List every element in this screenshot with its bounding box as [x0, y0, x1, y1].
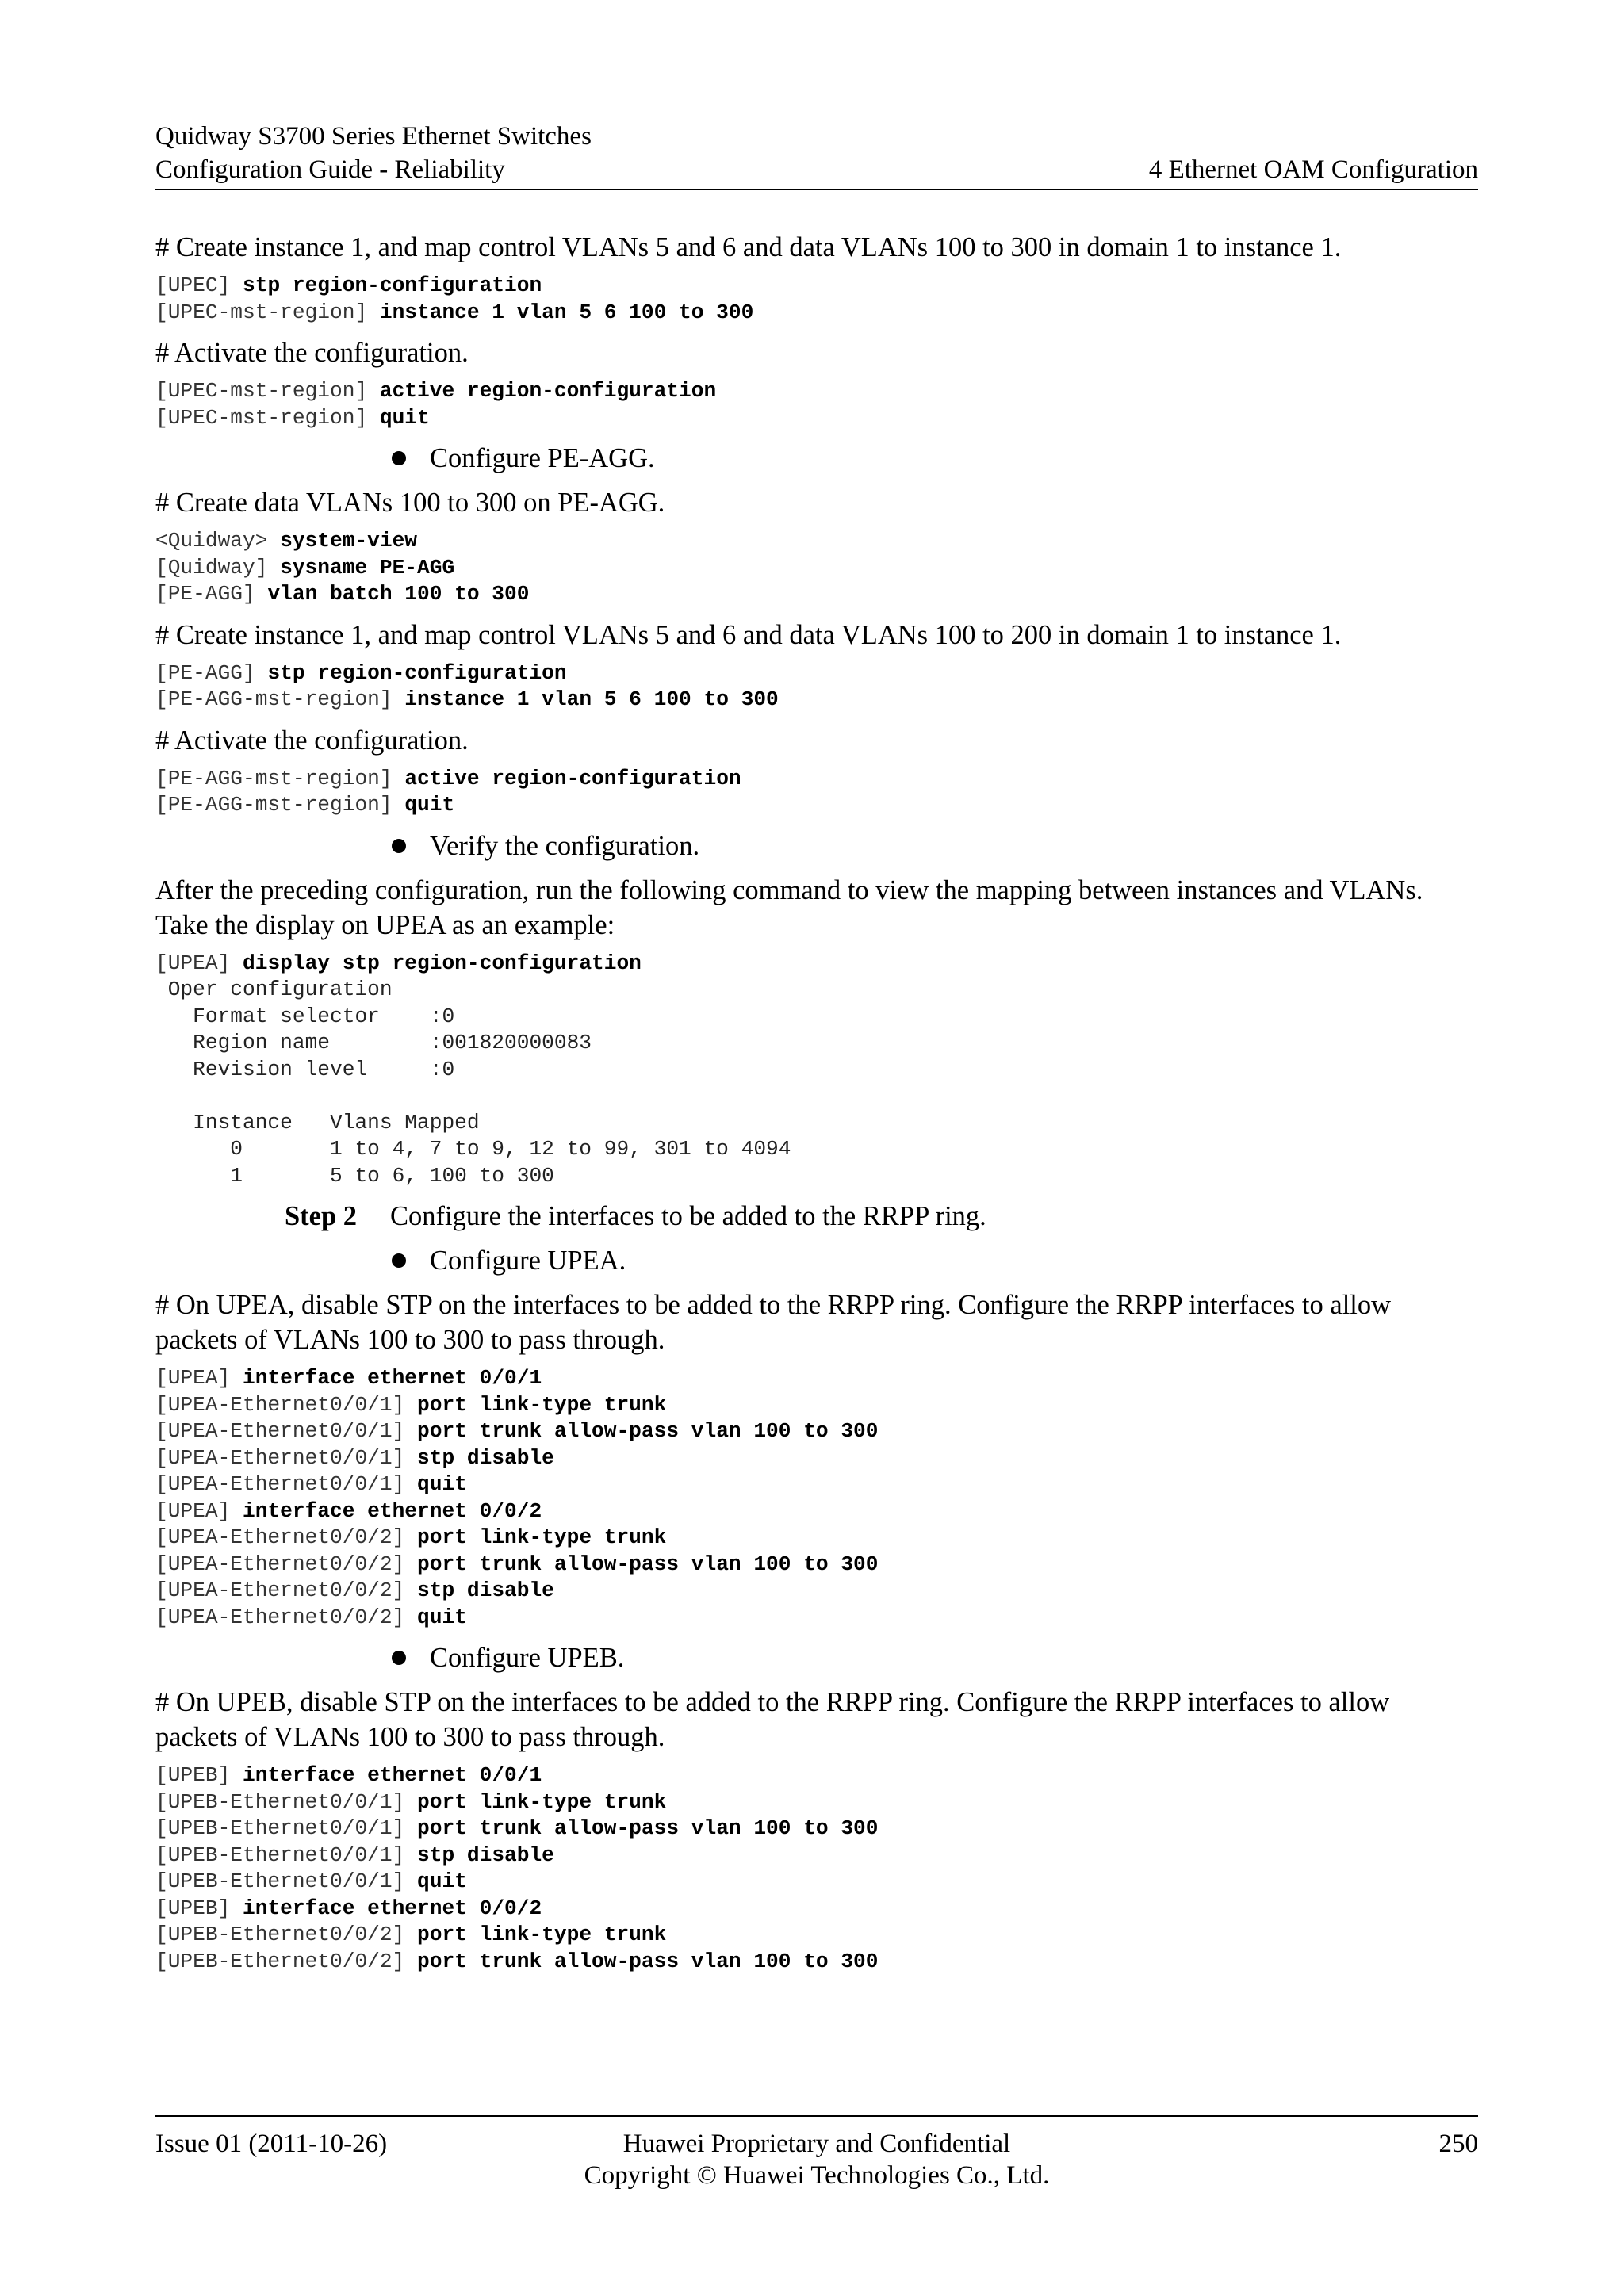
- code-command: stp disable: [417, 1843, 554, 1867]
- display-output-block: [155, 951, 1478, 1190]
- code-command: interface ethernet 0/0/1: [243, 1763, 542, 1787]
- code-command: sysname PE-AGG: [280, 555, 455, 580]
- code-line: [155, 1445, 1478, 1472]
- code-block: [155, 1762, 1478, 1975]
- code-prompt: [UPEA-Ethernet0/0/2]: [155, 1605, 418, 1629]
- code-output: Oper configuration Format selector :0 Region name :001820000083 Revision level :0 Instance Vlans Mapped 0 1 to 4, 7 to 9, 12 to 99, 301 to 4094 1 5 to 6, 100 to 300: [167, 978, 791, 1188]
- footer-confidential: Huawei Proprietary and Confidential: [622, 2130, 1011, 2158]
- code-block: [155, 766, 1478, 819]
- code-command: active region-configuration: [404, 766, 741, 790]
- bullet-item: [430, 441, 1478, 476]
- page-header: [155, 117, 1478, 190]
- footer-issue: Issue 01 (2011-10-26): [155, 2130, 388, 2158]
- code-prompt: [UPEA]: [155, 951, 243, 975]
- code-line: [155, 687, 1478, 714]
- code-prompt: [PE-AGG-mst-region]: [155, 793, 405, 817]
- code-prompt: [UPEC-mst-region]: [155, 405, 380, 430]
- code-block: [155, 273, 1478, 326]
- code-command: quit: [417, 1869, 467, 1893]
- code-line: [155, 1896, 1478, 1923]
- header-guide: Configuration Guide - Reliability: [155, 155, 505, 184]
- code-command: stp disable: [417, 1578, 554, 1602]
- code-command: interface ethernet 0/0/2: [243, 1896, 542, 1920]
- paragraph: # Create data VLANs 100 to 300 on PE-AGG.: [155, 488, 665, 518]
- code-line: [155, 1816, 1478, 1843]
- code-command: instance 1 vlan 5 6 100 to 300: [404, 687, 779, 711]
- code-prompt: [UPEA-Ethernet0/0/2]: [155, 1525, 418, 1549]
- code-prompt: [PE-AGG-mst-region]: [155, 687, 405, 711]
- code-line: [155, 405, 1478, 432]
- code-line: [155, 581, 1478, 608]
- bullet-text: Verify the configuration.: [430, 830, 700, 861]
- code-prompt: [UPEC-mst-region]: [155, 379, 380, 403]
- code-command: port link-type trunk: [417, 1525, 667, 1549]
- code-line: [155, 1843, 1478, 1869]
- code-command: interface ethernet 0/0/1: [243, 1366, 542, 1390]
- footer-copyright: Copyright © Huawei Technologies Co., Ltd.: [584, 2161, 1050, 2190]
- code-prompt: [UPEB]: [155, 1896, 243, 1920]
- paragraph: # Create instance 1, and map control VLANs 5 and 6 and data VLANs 100 to 200 in domain 1 to instance 1.: [155, 619, 1342, 650]
- code-line: [155, 1578, 1478, 1605]
- step-label: Step 2: [285, 1201, 358, 1231]
- code-command: active region-configuration: [379, 379, 717, 403]
- code-line: [155, 1605, 1478, 1632]
- code-line: [155, 1392, 1478, 1419]
- code-line: [155, 1498, 1478, 1525]
- bullet-dot-icon: [392, 1651, 406, 1665]
- code-line: [155, 766, 1478, 793]
- paragraph: # On UPEB, disable STP on the interfaces to be added to the RRPP ring. Configure the RRPP interfaces to allow packets of VLANs 100 to 300 to pass through.: [155, 1687, 1390, 1752]
- bullet-dot-icon: [392, 839, 406, 853]
- code-prompt: [UPEA-Ethernet0/0/2]: [155, 1552, 418, 1576]
- bullet-dot-icon: [392, 1253, 406, 1268]
- code-prompt: [PE-AGG]: [155, 660, 268, 685]
- code-command: stp disable: [417, 1445, 554, 1470]
- code-command: port trunk allow-pass vlan 100 to 300: [417, 1552, 879, 1576]
- code-command: port link-type trunk: [417, 1789, 667, 1814]
- code-line: [155, 1922, 1478, 1949]
- code-command: quit: [417, 1472, 467, 1496]
- paragraph: # Activate the configuration.: [155, 338, 469, 368]
- code-block: [155, 378, 1478, 431]
- code-line: [155, 1762, 1478, 1789]
- code-line: [155, 660, 1478, 687]
- code-command: interface ethernet 0/0/2: [243, 1498, 542, 1523]
- code-command: stp region-configuration: [267, 660, 567, 685]
- header-chapter: 4 Ethernet OAM Configuration: [1148, 155, 1478, 184]
- code-command: quit: [404, 793, 455, 817]
- code-prompt: [UPEA-Ethernet0/0/2]: [155, 1578, 418, 1602]
- paragraph: # Create instance 1, and map control VLANs 5 and 6 and data VLANs 100 to 300 in domain 1 to instance 1.: [155, 232, 1342, 262]
- page-content: [155, 230, 1478, 1984]
- code-line: [155, 1418, 1478, 1445]
- code-prompt: [UPEB-Ethernet0/0/1]: [155, 1869, 418, 1893]
- code-block: [155, 660, 1478, 714]
- step-text: Configure the interfaces to be added to the RRPP ring.: [390, 1201, 986, 1231]
- code-command: display stp region-configuration: [243, 951, 642, 975]
- code-line: [155, 273, 1478, 300]
- bullet-item: [430, 828, 1478, 863]
- code-prompt: [UPEB-Ethernet0/0/1]: [155, 1816, 418, 1840]
- bullet-text: Configure UPEB.: [430, 1643, 625, 1673]
- code-prompt: [Quidway]: [155, 555, 281, 580]
- code-line: [155, 555, 1478, 582]
- code-line: [155, 378, 1478, 405]
- code-prompt: [PE-AGG-mst-region]: [155, 766, 405, 790]
- code-prompt: [PE-AGG]: [155, 582, 268, 606]
- code-prompt: [UPEC]: [155, 274, 243, 297]
- code-line: [155, 1471, 1478, 1498]
- page-footer: [155, 2115, 1478, 2196]
- code-prompt: [UPEA-Ethernet0/0/1]: [155, 1419, 418, 1443]
- code-prompt: <Quidway>: [155, 529, 281, 553]
- code-prompt: [UPEB-Ethernet0/0/1]: [155, 1789, 418, 1814]
- code-line: [155, 1365, 1478, 1392]
- step-heading: [155, 1199, 1478, 1234]
- code-prompt: [UPEA-Ethernet0/0/1]: [155, 1392, 418, 1417]
- code-line: [155, 792, 1478, 819]
- bullet-text: Configure PE-AGG.: [430, 443, 655, 473]
- footer-center: [155, 2128, 1478, 2191]
- header-product: Quidway S3700 Series Ethernet Switches: [155, 122, 592, 151]
- code-command: stp region-configuration: [243, 274, 542, 297]
- code-line: [155, 1949, 1478, 1976]
- code-line: [155, 300, 1478, 327]
- code-prompt: [UPEB-Ethernet0/0/1]: [155, 1843, 418, 1867]
- code-prompt: [UPEA-Ethernet0/0/1]: [155, 1445, 418, 1470]
- code-block: [155, 1365, 1478, 1631]
- code-command: instance 1 vlan 5 6 100 to 300: [379, 300, 754, 324]
- code-command: port trunk allow-pass vlan 100 to 300: [417, 1816, 879, 1840]
- code-command: quit: [417, 1605, 467, 1629]
- code-command: port link-type trunk: [417, 1923, 667, 1946]
- code-prompt: [UPEB-Ethernet0/0/2]: [155, 1949, 418, 1973]
- footer-page-number: 250: [1438, 2130, 1478, 2158]
- code-line: [155, 1525, 1478, 1552]
- code-line: [155, 1789, 1478, 1816]
- code-command: port link-type trunk: [417, 1392, 667, 1417]
- code-command: port trunk allow-pass vlan 100 to 300: [417, 1419, 879, 1443]
- code-command: vlan batch 100 to 300: [267, 582, 530, 606]
- code-prompt: [UPEB]: [155, 1763, 243, 1787]
- code-command: quit: [379, 405, 430, 430]
- code-line: [155, 1552, 1478, 1578]
- code-prompt: [UPEB-Ethernet0/0/2]: [155, 1923, 418, 1946]
- code-prompt: [UPEA]: [155, 1366, 243, 1390]
- paragraph: # Activate the configuration.: [155, 725, 469, 756]
- code-block: [155, 528, 1478, 608]
- code-prompt: [UPEA]: [155, 1498, 243, 1523]
- bullet-item: [430, 1640, 1478, 1675]
- paragraph: After the preceding configuration, run the following command to view the mapping between instances and VLANs. Take the display on UPEA as an example:: [155, 874, 1423, 940]
- code-prompt: [UPEA-Ethernet0/0/1]: [155, 1472, 418, 1496]
- code-line: [155, 528, 1478, 555]
- code-prompt: [UPEC-mst-region]: [155, 300, 380, 324]
- code-line: [155, 1869, 1478, 1896]
- bullet-item: [430, 1243, 1478, 1278]
- bullet-text: Configure UPEA.: [430, 1246, 626, 1276]
- code-command: port trunk allow-pass vlan 100 to 300: [417, 1949, 879, 1973]
- code-command: system-view: [280, 529, 418, 553]
- paragraph: # On UPEA, disable STP on the interfaces to be added to the RRPP ring. Configure the RRPP interfaces to allow packets of VLANs 100 to 300 to pass through.: [155, 1290, 1392, 1355]
- bullet-dot-icon: [392, 451, 406, 465]
